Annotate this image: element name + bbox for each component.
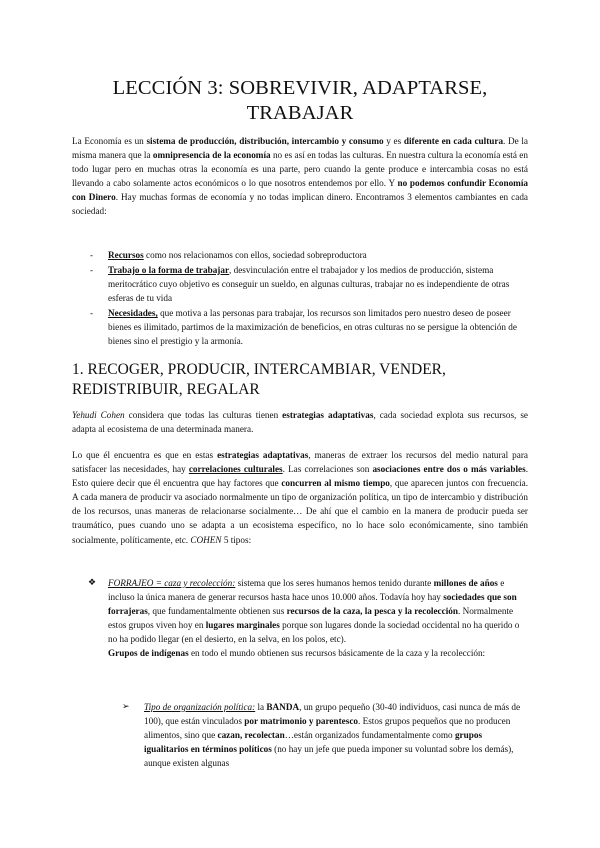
section-heading-line-1: 1. RECOGER, PRODUCIR, INTERCAMBIAR, VENDER, xyxy=(72,361,446,378)
arrow-bullet-icon: ➢ xyxy=(122,702,130,712)
bullet-recursos: - Recursos como nos relacionamos con ellos, sociedad sobreproductora xyxy=(108,248,528,262)
forrajeo-item: ❖ FORRAJEO = caza y recolección: sistema que los seres humanos hemos tenido durante millones de años e incluso la única manera de generar recursos hasta hace unos 10.000 años. Todavía hoy hay sociedades que son forrajeras, que fundamentalmente obtienen sus recursos de la caza, la pesca y la recolección. Normalmente estos grupos viven hoy en lugares marginales porque son lugares donde la sociedad occidental no ha querido o no ha podido llegar (en el desierto, en la selva, en los polos, etc). Grupos de indígenas en todo el mundo obtienen sus recursos básicamente de la caza y la recolección: xyxy=(88,578,520,659)
section-heading-1 xyxy=(72,360,528,400)
bullet-dash: - xyxy=(90,250,94,260)
adaptive-strategies-paragraph: Lo que él encuentra es que en estas estrategias adaptativas, maneras de extraer los recursos del medio natural para satisfacer las necesidades, hay correlaciones culturales. Las correlaciones son asociaciones entre dos o más variables. Esto quiere decir que él encuentra que hay factores que concurren al mismo tiempo, que aparecen juntos con frecuencia. A cada manera de producir va asociado normalmente un tipo de organización política, un tipo de intercambio y distribución de los recursos, unas maneras de relacionarse socialmente… De ahí que el cambio en la manera de producir pueda ser traumático, pues cuando uno se adapta a un ecosistema específico, no lo hace solo económicamente, sino también socialmente, políticamente, etc. COHEN 5 tipos: xyxy=(72,450,528,545)
bullet-dash: - xyxy=(90,308,94,318)
bullet-trabajo: - Trabajo o la forma de trabajar, desvinculación entre el trabajador y los medios de producción, sistema meritocrático cuyo objetivo es conseguir un sueldo, en algunas culturas, trabajar no es independiente de otras esferas de tu vida xyxy=(90,265,510,304)
page-title-line-1: LECCIÓN 3: SOBREVIVIR, ADAPTARSE, xyxy=(112,77,488,99)
bullet-necesidades: - Necesidades, que motiva a las personas para trabajar, los recursos son limitados pero nuestro deseo de poseer bienes es ilimitado, partimos de la maximización de beneficios, en otras culturas no se persigue la obtención de bienes sino el prestigio y la armonía. xyxy=(90,308,517,347)
page-title xyxy=(60,76,540,126)
diamond-bullet-icon: ❖ xyxy=(88,578,97,588)
intro-paragraph: La Economía es un sistema de producción, distribución, intercambio y consumo y es diferente en cada cultura. De la misma manera que la omnipresencia de la economía no es así en todas las culturas. En nuestra cultura la economía está en todo lugar pero en muchas otras la economía es una parte, pero cuando la gente produce e intercambia cosas no está llevando a cabo solamente actos económicos o lo que nosotros entendemos por ello. Y no podemos confundir Economía con Dinero. Hay muchas formas de economía y no todas implican dinero. Encontramos 3 elementos cambiantes en cada sociedad: xyxy=(72,136,529,217)
cohen-paragraph: Yehudi Cohen considera que todas las culturas tienen estrategias adaptativas, cada sociedad explota sus recursos, se adapta al ecosistema de una determinada manera. xyxy=(72,410,528,435)
page-title-line-2: TRABAJAR xyxy=(246,102,354,124)
bullet-dash: - xyxy=(90,265,94,275)
section-heading-line-2: REDISTRIBUIR, REGALAR xyxy=(72,381,260,398)
political-organization-item: ➢ Tipo de organización política: la BANDA, un grupo pequeño (30-40 individuos, casi nunca de más de 100), que están vinculados por matrimonio y parentesco. Estos grupos pequeños que no producen alimentos, sino que cazan, recolectan…están organizados fundamentalmente como grupos igualitarios en términos políticos (no hay un jefe que pueda imponer su voluntad sobre los demás), aunque existen algunas xyxy=(122,702,521,769)
